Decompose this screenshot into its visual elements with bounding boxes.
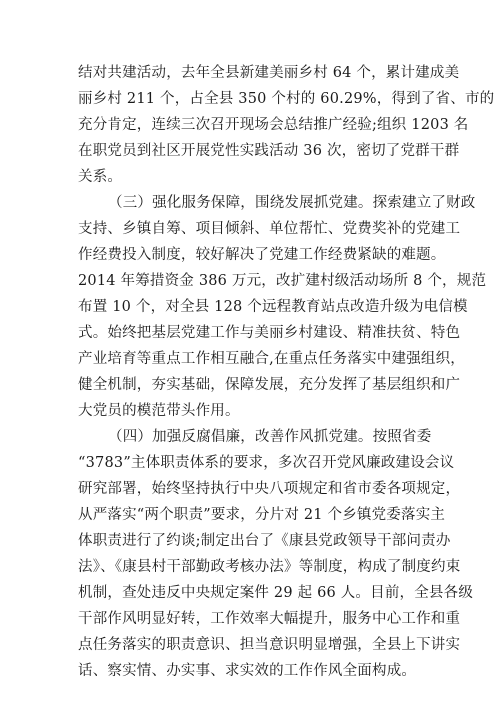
text-line: 丽乡村 211 个，占全县 350 个村的 60.29%，得到了省、市的 <box>78 91 495 107</box>
text-line: 结对共建活动，去年全县新建美丽乡村 64 个，累计建成美 <box>78 65 460 81</box>
text-line: 在职党员到社区开展党性实践活动 36 次，密切了党群干群 <box>78 143 460 159</box>
paragraph-2 <box>78 190 487 424</box>
text-line: 机制，查处违反中央规定案件 29 起 66 人。目前，全县各级 <box>78 585 474 601</box>
text-line: 产业培育等重点工作相互融合,在重点任务落实中建强组织， <box>78 351 466 367</box>
text-line: 支持、乡镇自筹、项目倾斜、单位帮忙、党费奖补的党建工 <box>78 221 461 237</box>
paragraph-3 <box>78 424 474 684</box>
text-line: 充分肯定，连续三次召开现场会总结推广经验;组织 1203 名 <box>78 117 469 133</box>
text-line: 关系。 <box>78 169 123 185</box>
text-line: 大党员的模范带头作用。 <box>78 403 240 419</box>
text-line: 作经费投入制度，较好解决了党建工作经费紧缺的难题。 <box>78 247 446 263</box>
text-line: 体职责进行了约谈;制定出台了《康县党政领导干部问责办 <box>78 533 451 549</box>
text-line: 式。始终把基层党建工作与美丽乡村建设、精准扶贫、特色 <box>78 325 461 341</box>
text-line: 干部作风明显好转，工作效率大幅提升，服务中心工作和重 <box>78 611 461 627</box>
text-line: 从严落实“两个职责”要求，分片对 21 个乡镇党委落实主 <box>78 507 446 523</box>
text-line: （四）加强反腐倡廉，改善作风抓党建。按照省委 <box>108 429 432 445</box>
text-line: 布置 10 个，对全县 128 个远程教育站点改造升级为电信模 <box>78 299 468 315</box>
text-line: 点任务落实的职责意识、担当意识明显增强，全县上下讲实 <box>78 637 461 653</box>
text-line: 研究部署，始终坚持执行中央八项规定和省市委各项规定， <box>78 481 461 497</box>
body-text <box>78 60 495 684</box>
paragraph-1 <box>78 60 495 190</box>
text-line: 法》、《康县村干部勤政考核办法》等制度，构成了制度约束 <box>78 559 461 575</box>
text-line: 话、察实情、办实事、求实效的工作作风全面构成。 <box>78 663 417 679</box>
text-line: 健全机制，夯实基础，保障发展，充分发挥了基层组织和广 <box>78 377 461 393</box>
text-line: “3783”主体职责体系的要求，多次召开党风廉政建设会议 <box>78 455 455 471</box>
text-line: 2014 年筹措资金 386 万元，改扩建村级活动场所 8 个，规范 <box>78 273 487 289</box>
text-line: （三）强化服务保障，围绕发展抓党建。探索建立了财政 <box>108 195 476 211</box>
